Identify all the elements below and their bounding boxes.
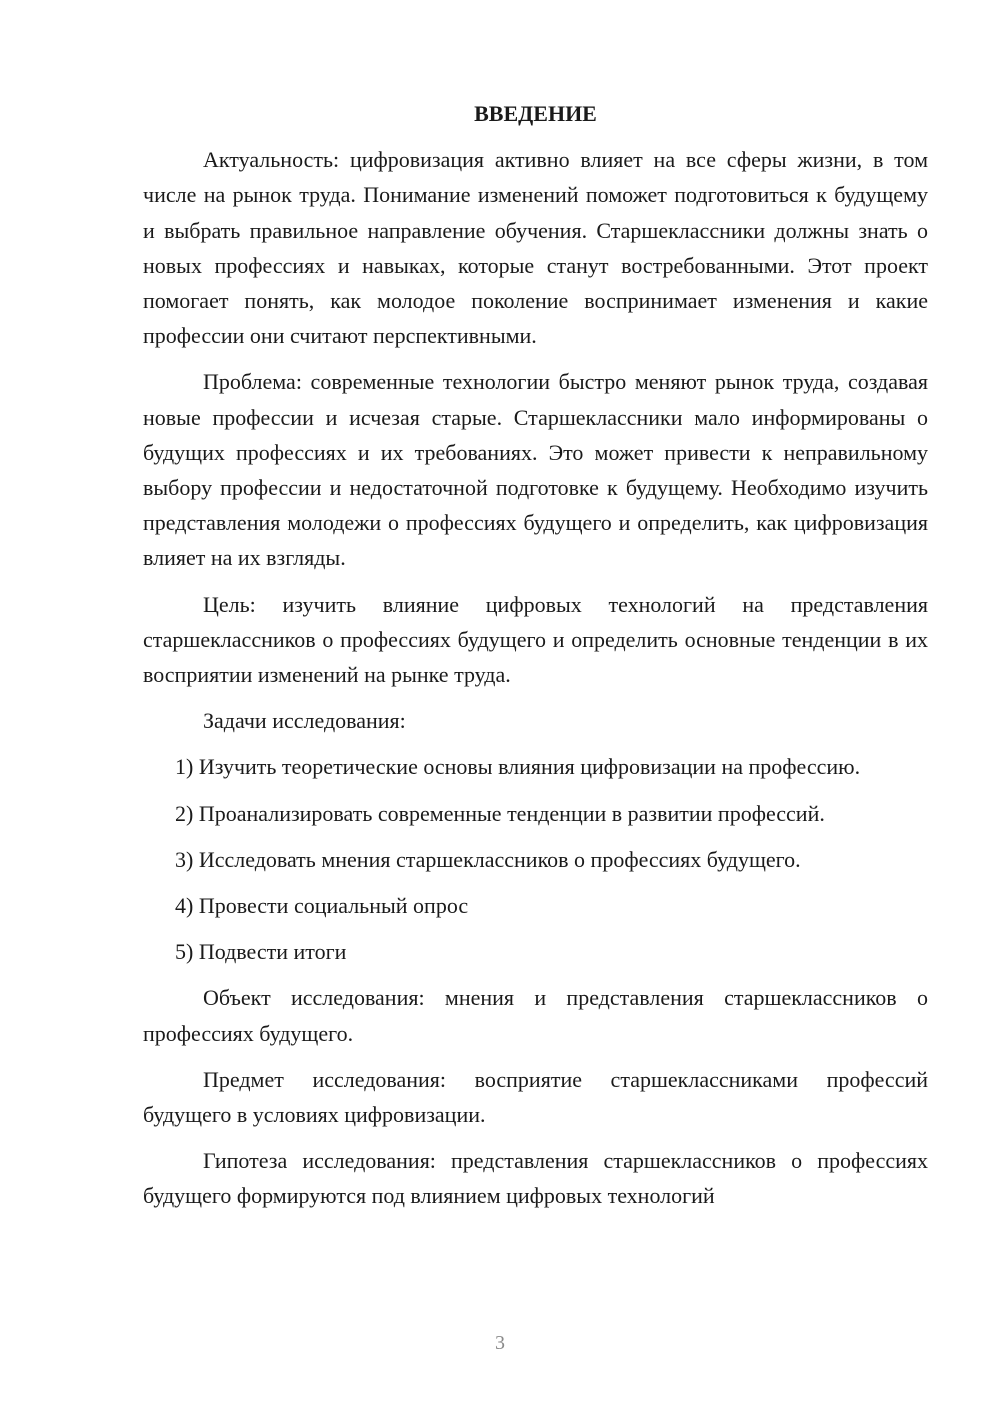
task-item: 2) Проанализировать современные тенденции в развитии профессий. xyxy=(175,800,825,826)
object-paragraph: Объект исследования: мнения и представления старшеклассников о профессиях будущего. xyxy=(143,985,928,1046)
task-item: 1) Изучить теоретические основы влияния цифровизации на профессию. xyxy=(175,754,861,780)
subject-paragraph: Предмет исследования: восприятие старшеклассниками профессий будущего в условиях цифровизации. xyxy=(143,1066,928,1128)
hypothesis-paragraph: Гипотеза исследования: представления старшеклассников о профессиях будущего формируются под влиянием цифровых технологий xyxy=(143,1148,928,1209)
document-page xyxy=(143,96,928,1225)
goal-paragraph: Цель: изучить влияние цифровых технологий на представления старшеклассников о профессиях будущего и определить основные тенденции в их восприятии изменений на рынке труда. xyxy=(143,591,928,688)
task-item: 5) Подвести итоги xyxy=(175,939,347,965)
page-number: 3 xyxy=(495,1332,505,1354)
problem-paragraph: Проблема: современные технологии быстро меняют рынок труда, создавая новые профессии и исчезая старые. Старшеклассники мало информированы о будущих профессиях и их требованиях. Это может привести к неправильному выбору профессии и недостаточной подготовке к будущему. Необходимо изучить представления молодежи о профессиях будущего и определить, как цифровизация влияет на их взгляды. xyxy=(143,369,928,571)
tasks-heading: Задачи исследования: xyxy=(203,708,406,734)
task-item: 4) Провести социальный опрос xyxy=(175,893,469,919)
task-item: 3) Исследовать мнения старшеклассников о профессиях будущего. xyxy=(175,846,801,872)
page-title: ВВЕДЕНИЕ xyxy=(474,101,597,126)
relevance-paragraph: Актуальность: цифровизация активно влияет на все сферы жизни, в том числе на рынок труда. Понимание изменений поможет подготовиться к будущему и выбрать правильное направление обучения. Старшеклассники должны знать о новых профессиях и навыках, которые станут востребованными. Этот проект помогает понять, как молодое поколение воспринимает изменения и какие профессии они считают перспективными. xyxy=(143,147,928,349)
